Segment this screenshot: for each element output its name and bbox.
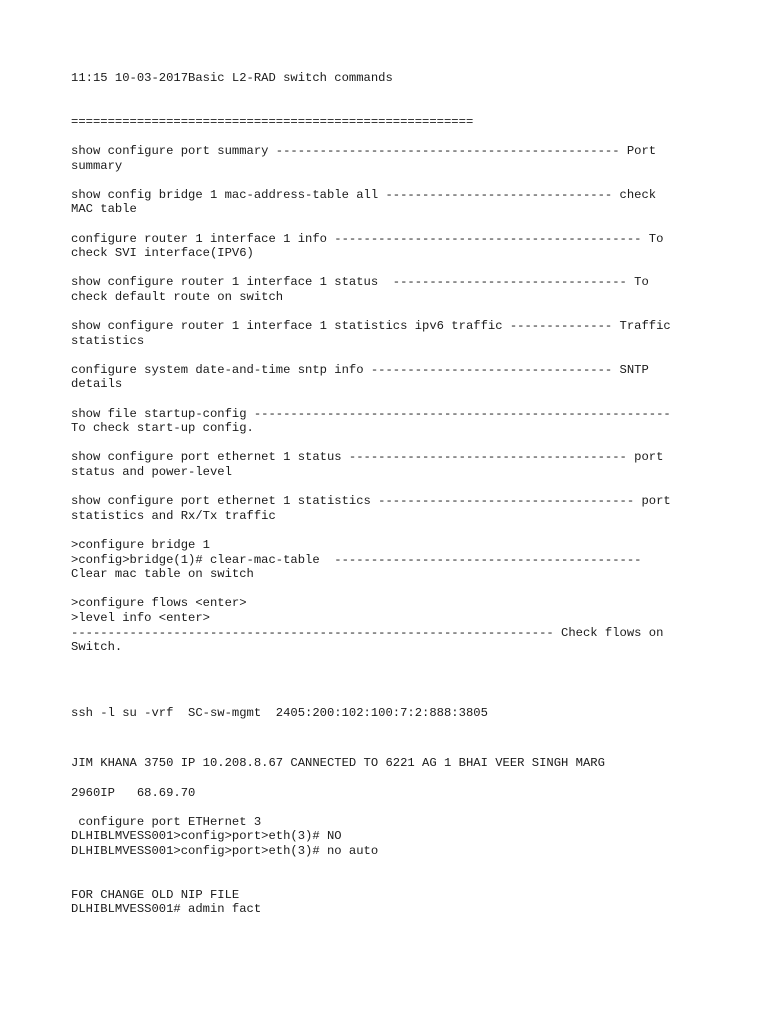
command-text: show file startup-config --------------------------------------------------------- [71,406,671,421]
command-text: show configure router 1 interface 1 status -------------------------------- To [71,275,649,290]
port-config-line: DLHIBLMVESS001>config>port>eth(3)# no auto [71,843,379,858]
spacer [71,800,711,815]
ssh-command-line: ssh -l su -vrf SC-sw-mgmt 2405:200:102:100:7:2:888:3805 [71,705,488,720]
nip-line: DLHIBLMVESS001# admin fact [71,902,262,917]
command-text: >configure flows <enter> [71,596,247,611]
nip-block [71,888,711,917]
command-text: >config>bridge(1)# clear-mac-table ------------------------------------------ [71,552,642,567]
command-entry [71,494,711,523]
command-text: >configure bridge 1 [71,538,210,552]
spacer [71,86,711,115]
command-text: configure router 1 interface 1 info ------------------------------------------ To [71,231,664,246]
command-description: details [71,377,123,392]
document-title: 11:15 10-03-2017Basic L2-RAD switch commands [71,71,393,85]
spacer [71,859,711,888]
command-text: configure system date-and-time sntp info --------------------------------- SNTP [71,362,649,377]
command-entry [71,596,711,654]
command-entry [71,407,711,436]
command-description: summary [71,158,123,173]
spacer [71,129,711,144]
port-config-block [71,815,711,859]
command-text: show configure port summary ----------------------------------------------- Port [71,143,657,158]
document-body [71,71,711,917]
command-description: statistics and Rx/Tx traffic [71,508,276,523]
jim-khana-line: JIM KHANA 3750 IP 10.208.8.67 CANNECTED TO 6221 AG 1 BHAI VEER SINGH MARG [71,756,605,771]
command-description: status and power-level [71,465,232,480]
command-entry [71,275,711,304]
command-entry [71,538,711,582]
separator-line: ======================================================= [71,114,474,129]
command-description: To check start-up config. [71,421,254,436]
command-text: ------------------------------------------------------------------ Check flows on [71,625,664,640]
command-description: Switch. [71,640,123,655]
command-text: show configure router 1 interface 1 statistics ipv6 traffic -------------- Traffic [71,319,671,334]
command-description: statistics [71,333,145,348]
command-description: check SVI interface(IPV6) [71,246,254,261]
port-config-line: DLHIBLMVESS001>config>port>eth(3)# NO [71,829,342,844]
command-description: check default route on switch [71,289,284,304]
command-text: show configure port ethernet 1 status -------------------------------------- port [71,450,664,465]
command-text: >level info <enter> [71,610,210,625]
command-entry [71,144,711,173]
command-entry [71,363,711,392]
command-description: Clear mac table on switch [71,567,254,582]
command-text: show config bridge 1 mac-address-table all ------------------------------- check [71,187,657,202]
ip-line: 2960IP 68.69.70 [71,785,196,800]
spacer [71,771,711,786]
command-description: MAC table [71,202,137,217]
command-entry [71,319,711,348]
port-config-line: configure port ETHernet 3 [71,814,262,829]
spacer [71,655,711,706]
nip-line: FOR CHANGE OLD NIP FILE [71,887,240,902]
spacer [71,720,711,756]
command-text: show configure port ethernet 1 statistics ----------------------------------- port [71,494,671,509]
command-entry [71,450,711,479]
command-entry [71,188,711,217]
command-entry [71,232,711,261]
